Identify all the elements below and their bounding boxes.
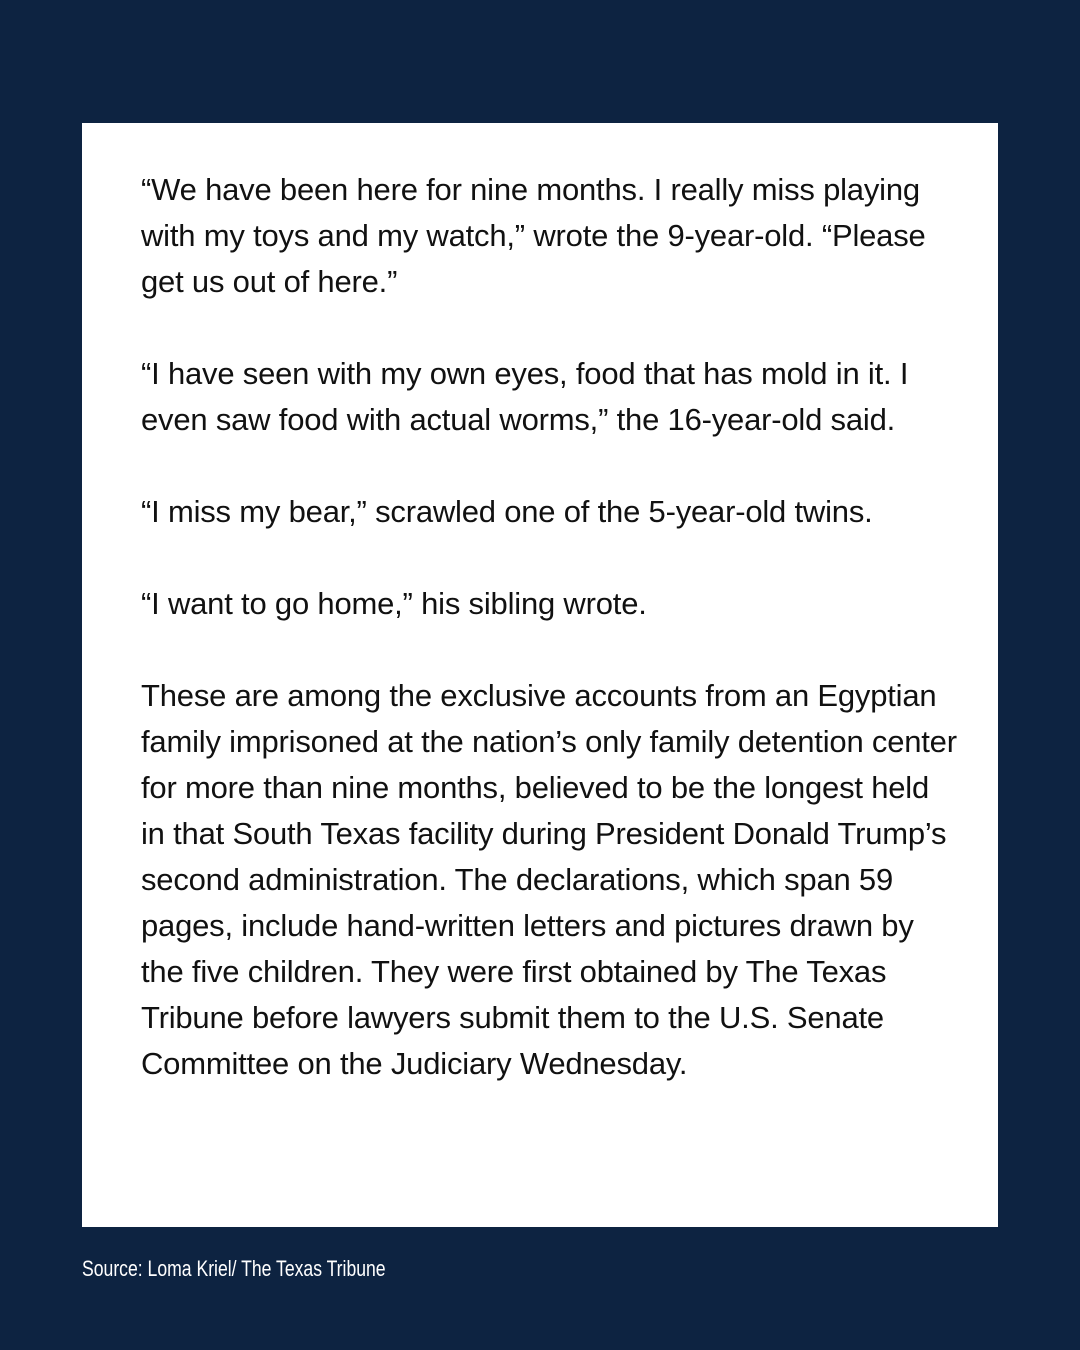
- source-credit: Source: Loma Kriel/ The Texas Tribune: [82, 1256, 386, 1281]
- quote-paragraph-3: “I miss my bear,” scrawled one of the 5-year-old twins.: [141, 494, 873, 529]
- quote-paragraph-2: “I have seen with my own eyes, food that has mold in it. I even saw food with actual worms,” the 16-year-old said.: [141, 356, 909, 437]
- summary-paragraph: These are among the exclusive accounts from an Egyptian family imprisoned at the nation’s only family detention center for more than nine months, believed to be the longest held in that South Texas facility during President Donald Trump’s second administration. The declarations, which span 59 pages, include hand-written letters and pictures drawn by the five children. They were first obtained by The Texas Tribune before lawyers submit them to the U.S. Senate Committee on the Judiciary Wednesday.: [141, 678, 957, 1081]
- quote-paragraph-4: “I want to go home,” his sibling wrote.: [141, 586, 647, 621]
- quote-card: [82, 123, 998, 1227]
- quote-paragraph-1: “We have been here for nine months. I really miss playing with my toys and my watch,” wrote the 9-year-old. “Please get us out of here.”: [141, 172, 926, 299]
